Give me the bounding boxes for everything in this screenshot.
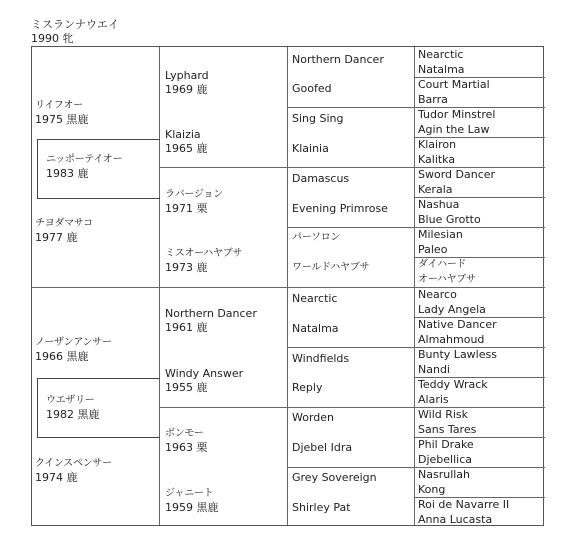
gen3-cell-9: Natalma (292, 322, 339, 335)
eighth-divider-2 (287, 227, 545, 228)
gen1-bottom-sire-name: ノーザンアンサー (35, 337, 112, 348)
gen2-cell-6 (165, 427, 208, 455)
gen4-cell: Alaris (418, 393, 449, 406)
gen2-name: Northern Dancer (165, 307, 257, 320)
gen4-cell: Kong (418, 483, 446, 496)
col-divider-1 (159, 47, 160, 525)
gen4-cell: Klairon (418, 138, 457, 151)
gen1-sire-info: 1975 黒鹿 (35, 113, 89, 126)
gen1-bottom-dam-info: 1974 鹿 (35, 471, 78, 484)
gen4-cell: Nearctic (418, 48, 464, 61)
gen2-name: ジャニート (165, 488, 214, 499)
gen1-highlight-box-top (37, 139, 160, 199)
gen4-cell: Anna Lucasta (418, 513, 493, 526)
gen2-info: 1961 鹿 (165, 321, 208, 334)
pedigree-header (31, 18, 119, 46)
half-divider (32, 287, 545, 288)
gen4-cell: Native Dancer (418, 318, 497, 331)
gen1-sire-name: リイフオー (35, 100, 83, 111)
gen3-cell-0: Northern Dancer (292, 53, 384, 66)
gen4-cell: Nandi (418, 363, 450, 376)
gen3-cell-15: Shirley Pat (292, 501, 351, 514)
gen2-info: 1955 鹿 (165, 381, 208, 394)
gen4-cell: Djebellica (418, 453, 473, 466)
gen4-cell: Natalma (418, 63, 465, 76)
gen2-info: 1959 黒鹿 (165, 501, 219, 514)
gen2-name: ミスオーハヤブサ (165, 248, 243, 259)
gen3-cell-12: Worden (292, 411, 335, 424)
gen3-cell-10: Windfields (292, 352, 350, 365)
gen1-bottom-dam (35, 457, 112, 485)
gen3-cell-7: ワールドハヤブサ (292, 262, 370, 273)
eighth-divider-1 (287, 107, 545, 108)
gen1-bottom-sire (35, 336, 112, 364)
gen1-box-bottom-info: 1982 黒鹿 (46, 408, 100, 421)
gen4-cell: Tudor Minstrel (418, 108, 496, 121)
gen4-cell: Nashua (418, 198, 460, 211)
eighth-divider-3 (287, 347, 545, 348)
gen1-bottom-dam-name: クインスペンサー (35, 458, 112, 469)
gen2-info: 1965 鹿 (165, 142, 208, 155)
gen4-cell: ダイハード (418, 259, 467, 270)
gen3-cell-5: Evening Primrose (292, 202, 388, 215)
col-divider-2 (287, 47, 288, 525)
gen1-box-bottom-name: ウエザリー (46, 395, 95, 406)
gen2-name: Windy Answer (165, 367, 244, 380)
gen1-dam-top-info: 1977 鹿 (35, 231, 78, 244)
gen4-cell: Kerala (418, 183, 453, 196)
gen4-cell: Court Martial (418, 78, 490, 91)
quarter-divider-bottom (159, 407, 545, 408)
gen2-info: 1963 栗 (165, 441, 208, 454)
gen4-cell: Paleo (418, 243, 448, 256)
gen2-cell-3 (165, 247, 242, 275)
gen2-cell-4 (165, 307, 257, 335)
gen4-cell: オーハヤブサ (418, 274, 476, 285)
col-divider-3 (414, 47, 415, 525)
gen1-highlight-box-bottom (37, 378, 160, 438)
gen4-cell: Nasrullah (418, 468, 471, 481)
gen2-cell-7 (165, 487, 219, 515)
gen4-cell: Almahmoud (418, 333, 485, 346)
gen4-cell: Barra (418, 93, 448, 106)
gen3-cell-2: Sing Sing (292, 112, 344, 125)
gen2-info: 1969 鹿 (165, 83, 208, 96)
gen4-cell: Kalitka (418, 153, 456, 166)
gen4-cell: Nearco (418, 288, 457, 301)
gen2-cell-2 (165, 188, 223, 216)
horse-name: ミスランナウエイ (31, 18, 119, 31)
gen4-cell: Milesian (418, 228, 463, 241)
gen1-sire (35, 99, 89, 127)
gen4-cell: Wild Risk (418, 408, 469, 421)
gen3-cell-6: パーソロン (292, 232, 341, 243)
gen1-dam-top (35, 217, 93, 245)
gen2-name: Klaizia (165, 128, 201, 141)
gen3-cell-4: Damascus (292, 172, 350, 185)
gen4-cell: Blue Grotto (418, 213, 481, 226)
gen4-cell: Lady Angela (418, 303, 486, 316)
gen1-bottom-sire-info: 1966 黒鹿 (35, 350, 89, 363)
eighth-divider-4 (287, 467, 545, 468)
gen1-box-top-info: 1983 鹿 (46, 167, 89, 180)
gen3-cell-11: Reply (292, 381, 323, 394)
gen3-cell-13: Djebel Idra (292, 441, 353, 454)
gen4-cell: Teddy Wrack (418, 378, 488, 391)
gen2-info: 1973 鹿 (165, 261, 208, 274)
gen4-cell: Roi de Navarre II (418, 498, 510, 511)
gen4-cell: Phil Drake (418, 438, 474, 451)
gen1-box-top-name: ニッポーテイオー (46, 154, 123, 165)
gen3-cell-8: Nearctic (292, 292, 338, 305)
gen4-cell: Bunty Lawless (418, 348, 497, 361)
gen2-name: Lyphard (165, 69, 209, 82)
gen2-cell-5 (165, 367, 243, 395)
gen2-cell-1 (165, 128, 208, 156)
gen3-cell-1: Goofed (292, 82, 332, 95)
gen4-cell: Sans Tares (418, 423, 477, 436)
gen3-cell-14: Grey Sovereign (292, 471, 377, 484)
pedigree-table (31, 46, 544, 526)
gen3-cell-3: Klainia (292, 142, 329, 155)
gen2-cell-0 (165, 69, 209, 97)
gen4-cell: Sword Dancer (418, 168, 496, 181)
gen2-name: ラバージョン (165, 189, 223, 200)
gen2-info: 1971 栗 (165, 202, 208, 215)
gen1-dam-top-name: チヨダマサコ (35, 218, 93, 229)
gen4-cell: Agin the Law (418, 123, 490, 136)
gen2-name: ボンモー (165, 428, 204, 439)
horse-year-sex: 1990 牝 (31, 32, 74, 45)
